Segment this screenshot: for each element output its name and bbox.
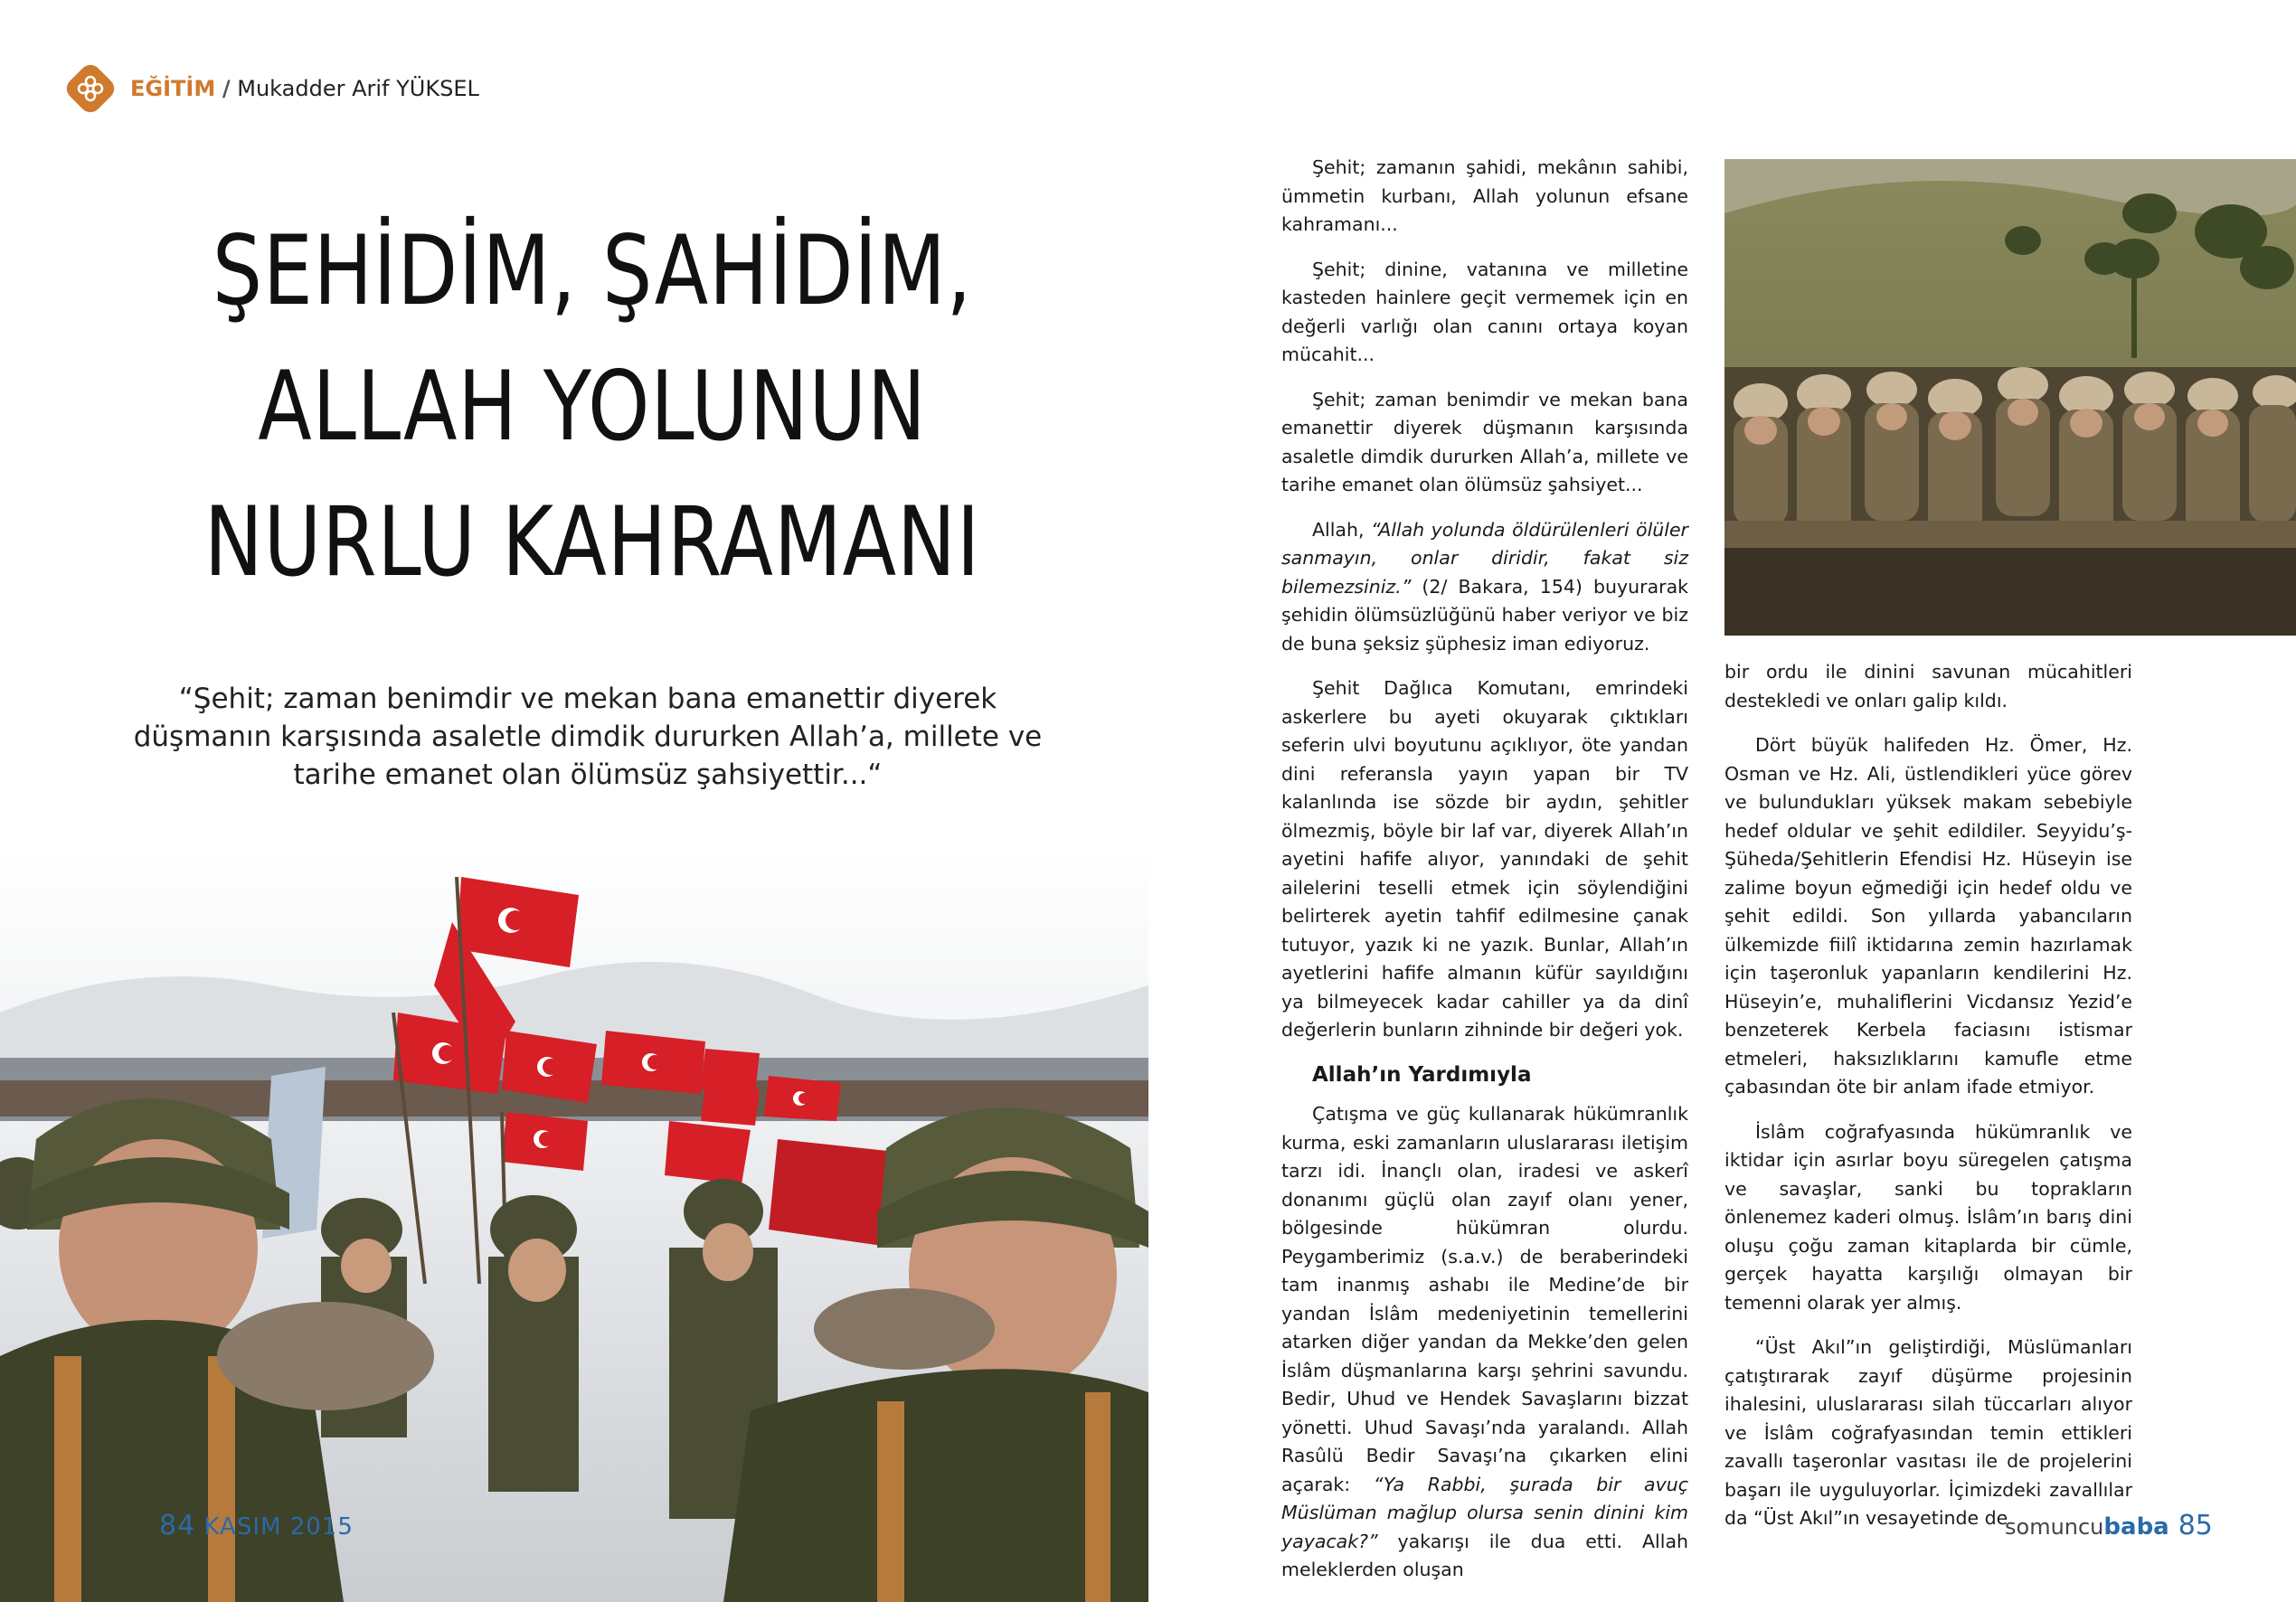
text-column-2 <box>1724 658 2132 1550</box>
title-line-3: NURLU KAHRAMANI <box>203 486 981 598</box>
article-title <box>181 203 1004 610</box>
paragraph: Şehit Dağlıca Komutanı, emrindeki askerlere bu ayeti okuyarak çıktıkları seferin ulvi boyutunu açıklıyor, öte yandan dini referansla yayın yapan bir TV kalanlında ise sözde bir aydın, şehitler ölmezmiş, böyle bir laf var, diyerek Allah’ın ayetini hafife alıyor, yanındaki de şehit ailelerini teselli etmek için söylendiğini belirterek ayetin tahfif edilmesine çanak tutuyor, yazık ki ne yazık. Bunlar, Allah’ın ayetlerini hafife almanın küfür sayıldığını ya bilmeyecek kadar cahiller ya da dinî değerlerin bunların zihninde bir değeri yok. <box>1281 677 1688 1041</box>
paragraph: Çatışma ve güç kullanarak hükümranlık kurma, eski zamanların uluslararası iletişim tarzı idi. İnançlı olan, iradesi ve askerî donanımı güçlü olan zayıf olanı yener, bölgesinde hükümran olurdu. Peygamberimiz (s.a.v.) de beraberindeki tam inanmış ashabı ile Medine’de bir yandan İslâm medeniyetinin temellerini atarken diğer yandan da Mekke’den gelen İslâm düşmanlarına karşı şehrini savundu. Bedir, Uhud ve Hendek Savaşlarını bizzat yönetti. Uhud Savaşı’nda yaralandı. Allah Rasûlü Bedir Savaşı’na çıkarken elini açarak: “Ya Rabbi, şurada bir avuç Müslüman mağlup olursa senin dinini kim yayacak?” yakarışı ile dua etti. Allah meleklerden oluşan <box>1281 1103 1688 1580</box>
paragraph: “Üst Akıl”ın geliştirdiği, Müslümanları çatıştırarak zayıf düşürme projesinin ihalesini, uluslararası silah tüccarları alıyor ve İslâm coğrafyasından temin ettikleri zavallı taşeronlar vasıtası ile de projelerini başarı ile uyguluyorlar. İçimizdeki zavallılar da “Üst Akıl”ın vesayetinde de <box>1724 1336 2132 1529</box>
author-name: Mukadder Arif YÜKSEL <box>237 76 479 101</box>
page-folio-left <box>159 1510 354 1541</box>
page-number-right: 85 <box>2178 1510 2213 1541</box>
paragraph: Dört büyük halifeden Hz. Ömer, Hz. Osman ve Hz. Ali, üstlendikleri yüce görev ve bulundukları yüksek makam sebebiyle hedef oldular ve şehit edildiler. Seyyidu’ş-Şüheda/Şehitlerin Efendisi Hz. Hüseyin ise zalime boyun eğmediği için hedef oldu ve şehit edildi. Son yıllarda yabancıların ülkemizde fiilî iktidarına zemin hazırlamak için taşeronluk yapanların kendilerini Hz. Hüseyin’e, muhaliflerini Vicdansız Yezid’e benzeterek Kerbela faciasını istismar etmeleri, haksızlıklarını kamufle etme çabasından öte bir anlam ifade etmiyor. <box>1724 734 2132 1098</box>
page-number-left: 84 <box>159 1510 196 1541</box>
page-folio-right <box>2005 1510 2213 1541</box>
title-line-1: ŞEHİDİM, ŞAHİDİM, <box>212 215 973 326</box>
text-column-1 <box>1281 154 1688 1601</box>
paragraph: Allah, “Allah yolunda öldürülenleri ölüler sanmayın, onlar diridir, fakat siz bilemezsiniz.” (2/ Bakara, 154) buyurarak şehidin ölümsüzlüğünü haber veriyor ve biz de buna şeksiz şüphesiz iman ediyoruz. <box>1281 518 1688 655</box>
praying-soldiers-photo <box>1724 159 2296 636</box>
magazine-brand-bold: baba <box>2103 1513 2169 1541</box>
paragraph: Şehit; zamanın şahidi, mekânın sahibi, ümmetin kurbanı, Allah yolunun efsane kahramanı... <box>1281 156 1688 235</box>
title-line-2: ALLAH YOLUNUN <box>258 351 927 462</box>
prayer-quote: “Ya Rabbi, şurada bir avuç Müslüman mağlup olursa senin dinini kim yayacak?” <box>1281 1473 1688 1552</box>
paragraph: Şehit; dinine, vatanına ve milletine kasteden hainlere geçit vermemek için en değerli varlığı olan canını ortaya koyan mücahit... <box>1281 258 1688 365</box>
paragraph: Şehit; zaman benimdir ve mekan bana emanettir diyerek düşmanın karşısında asaletle dimdik dururken Allah’a, millete ve tarihe emanet olan ölümsüz şahsiyet... <box>1281 388 1688 495</box>
header-separator: / <box>222 76 231 101</box>
pull-quote: “Şehit; zaman benimdir ve mekan bana emanettir diyerek düşmanın karşısında asaletle dimdik dururken Allah’a, millete ve tarihe emanet olan ölümsüz şahsiyettir...“ <box>133 683 1043 791</box>
section-name: EĞİTİM <box>130 76 216 101</box>
paragraph: bir ordu ile dinini savunan mücahitleri destekledi ve onları galip kıldı. <box>1724 661 2132 711</box>
section-logo-icon <box>61 60 119 118</box>
magazine-brand: somuncu <box>2005 1514 2104 1540</box>
verse-quote: “Allah yolunda öldürülenleri ölüler sanmayın, onlar diridir, fakat siz bilemezsiniz.” <box>1281 518 1688 598</box>
subheading: Allah’ın Yardımıyla <box>1312 1062 1532 1087</box>
issue-date: KASIM 2015 <box>203 1513 354 1541</box>
paragraph: İslâm coğrafyasında hükümranlık ve iktidar için asırlar boyu süregelen çatışma ve savaşlar, sanki bu toprakların önlenemez kaderi olmuş. İslâm’ın barış dini oluşu çoğu zaman kitaplarda bir cümle, gerçek hayatta karşılığı olmayan bir temenni olarak yer almış. <box>1724 1120 2132 1314</box>
right-page <box>1148 0 2296 1602</box>
soldiers-with-flags-photo <box>0 850 1148 1602</box>
section-header <box>61 60 479 118</box>
